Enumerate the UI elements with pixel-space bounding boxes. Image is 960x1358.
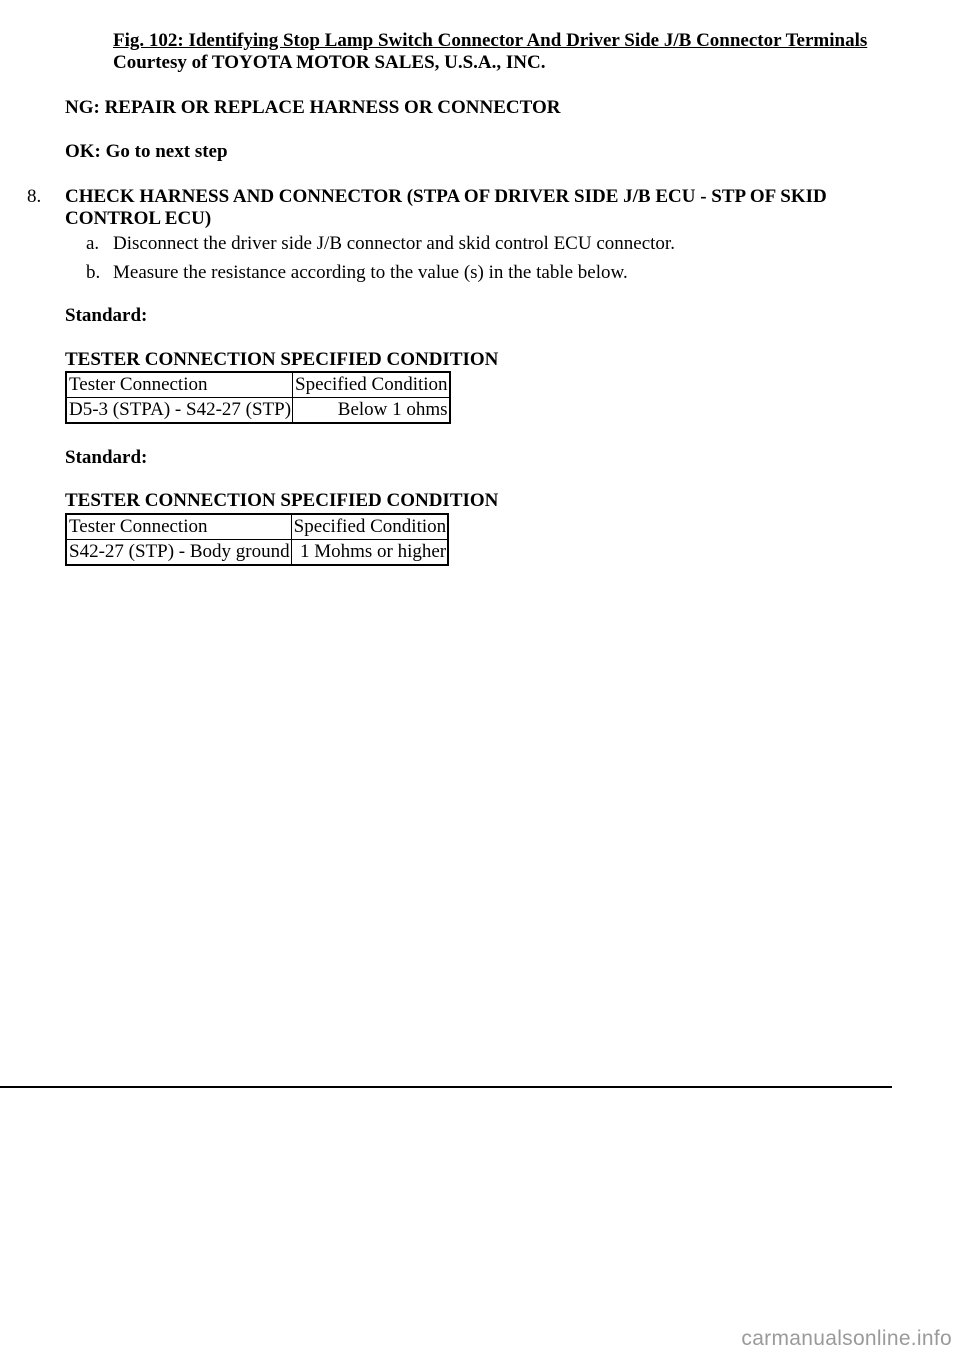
figure-courtesy: Courtesy of TOYOTA MOTOR SALES, U.S.A., INC.: [113, 52, 546, 73]
header-specified-condition: Specified Condition: [293, 372, 450, 398]
page-divider: [0, 1086, 892, 1088]
step-title: CHECK HARNESS AND CONNECTOR (STPA OF DRIVER SIDE J/B ECU - STP OF SKID CONTROL ECU): [65, 186, 827, 229]
figure-title: Fig. 102: Identifying Stop Lamp Switch Connector And Driver Side J/B Connector Terminals: [113, 30, 868, 51]
substep-text-b: Measure the resistance according to the value (s) in the table below.: [113, 262, 628, 283]
ng-result: NG: REPAIR OR REPLACE HARNESS OR CONNECTOR: [65, 97, 561, 118]
substep-letter-b: b.: [86, 262, 101, 283]
table-caption-1: TESTER CONNECTION SPECIFIED CONDITION: [65, 349, 499, 370]
header-specified-condition: Specified Condition: [291, 514, 448, 540]
substep-letter-a: a.: [86, 233, 100, 254]
spec-table-1: [65, 371, 451, 424]
header-tester-connection: Tester Connection: [66, 372, 293, 398]
cell-tester-connection: S42-27 (STP) - Body ground: [66, 540, 291, 566]
standard-label-2: Standard:: [65, 447, 148, 468]
standard-label-1: Standard:: [65, 305, 148, 326]
table-row: [66, 540, 448, 566]
cell-tester-connection: D5-3 (STPA) - S42-27 (STP): [66, 398, 293, 424]
spec-table-2: [65, 513, 449, 566]
table-header-row: [66, 372, 450, 398]
cell-specified-condition: Below 1 ohms: [293, 398, 450, 424]
header-tester-connection: Tester Connection: [66, 514, 291, 540]
cell-specified-condition: 1 Mohms or higher: [291, 540, 448, 566]
table-header-row: [66, 514, 448, 540]
table-row: [66, 398, 450, 424]
site-watermark: carmanualsonline.info: [741, 1327, 952, 1350]
step-number: 8.: [27, 186, 42, 207]
table-caption-2: TESTER CONNECTION SPECIFIED CONDITION: [65, 490, 499, 511]
ok-result: OK: Go to next step: [65, 141, 228, 162]
substep-text-a: Disconnect the driver side J/B connector and skid control ECU connector.: [113, 233, 675, 254]
